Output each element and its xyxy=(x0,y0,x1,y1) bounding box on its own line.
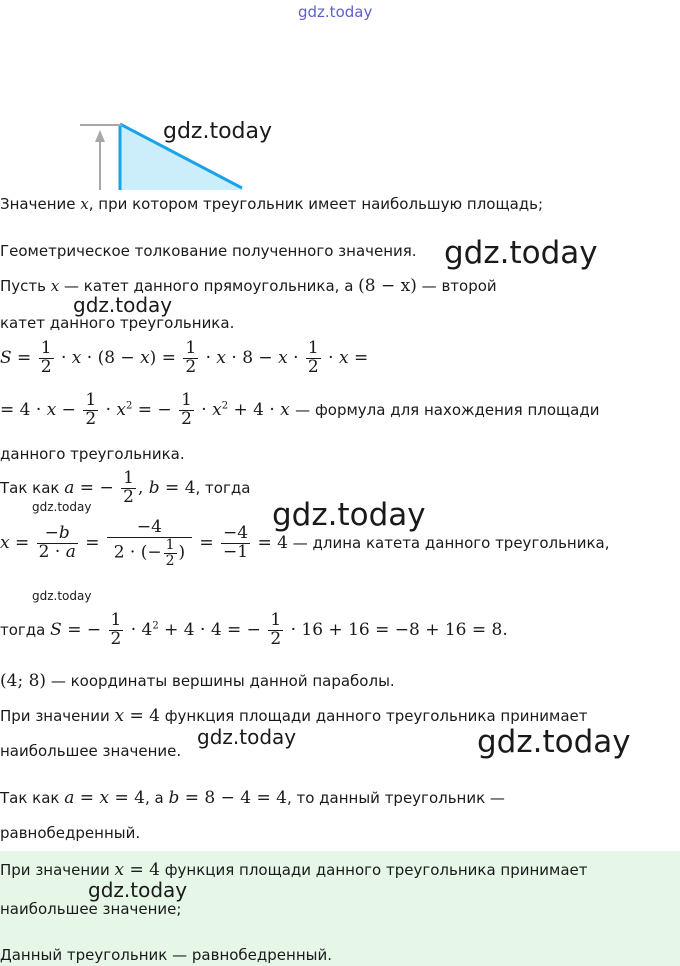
watermark: gdz.today xyxy=(272,497,426,533)
watermark: gdz.today xyxy=(32,589,92,603)
watermark: gdz.today xyxy=(444,235,598,271)
answer-block xyxy=(0,851,680,966)
answer-line: При значении x = 4 функция площади данного треугольника принимает xyxy=(0,860,588,880)
text-line: данного треугольника. xyxy=(0,445,185,463)
watermark: gdz.today xyxy=(163,119,273,144)
answer-line: Данный треугольник — равнобедренный. xyxy=(0,946,332,964)
text-line: Пусть x — катет данного прямоугольника, а (8 − x) — второй xyxy=(0,276,497,296)
watermark: gdz.today xyxy=(88,878,188,902)
text-line: равнобедренный. xyxy=(0,824,141,842)
coefficients-line: Так как a = − $\frac{1}{2}$ , b = 4, тогда xyxy=(0,468,251,507)
vertex-x-formula: x = $\frac{-b}{2 \cdot a}$ = −4 2 · (− $\frac{1}{2}$ ) = $\frac{-4}{-1}$ = 4 — длина катета данного треугольника, xyxy=(0,517,610,569)
text-line: Геометрическое толкование полученного значения. xyxy=(0,242,417,260)
watermark: gdz.today xyxy=(477,724,631,760)
text-line: катет данного треугольника. xyxy=(0,314,235,332)
watermark: gdz.today xyxy=(73,293,173,317)
max-area-formula: тогда S = − $\frac{1}{2}$ · $4^2 + 4 \cdot 4$ = − $\frac{1}{2}$ · 16 + 16 = −8 + 16 = 8. xyxy=(0,610,508,649)
answer-line: наибольшее значение; xyxy=(0,900,182,918)
area-formula-1: S = $\frac{1}{2}$ · x · (8 − x) = $\frac{1}{2}$ · x · 8 − x · $\frac{1}{2}$ · x = xyxy=(0,338,369,377)
watermark: gdz.today xyxy=(32,500,92,514)
arrow-head-icon xyxy=(95,130,105,142)
watermark: gdz.today xyxy=(298,3,373,21)
text-line: Так как a = x = 4, а b = 8 − 4 = 4, то данный треугольник — xyxy=(0,788,505,808)
vertex-line: (4; 8) — координаты вершины данной параболы. xyxy=(0,671,395,691)
watermark: gdz.today xyxy=(197,725,297,749)
text-line: наибольшее значение. xyxy=(0,742,182,760)
area-formula-2: = 4 · x − $\frac{1}{2}$ · $x^2$ = − $\frac{1}{2}$ · $x^2 + 4 \cdot x$ — формула для нахождения площади xyxy=(0,390,600,429)
text-line: При значении x = 4 функция площади данного треугольника принимает xyxy=(0,706,588,726)
text-line: Значение x, при котором треугольник имеет наибольшую площадь; xyxy=(0,195,544,213)
